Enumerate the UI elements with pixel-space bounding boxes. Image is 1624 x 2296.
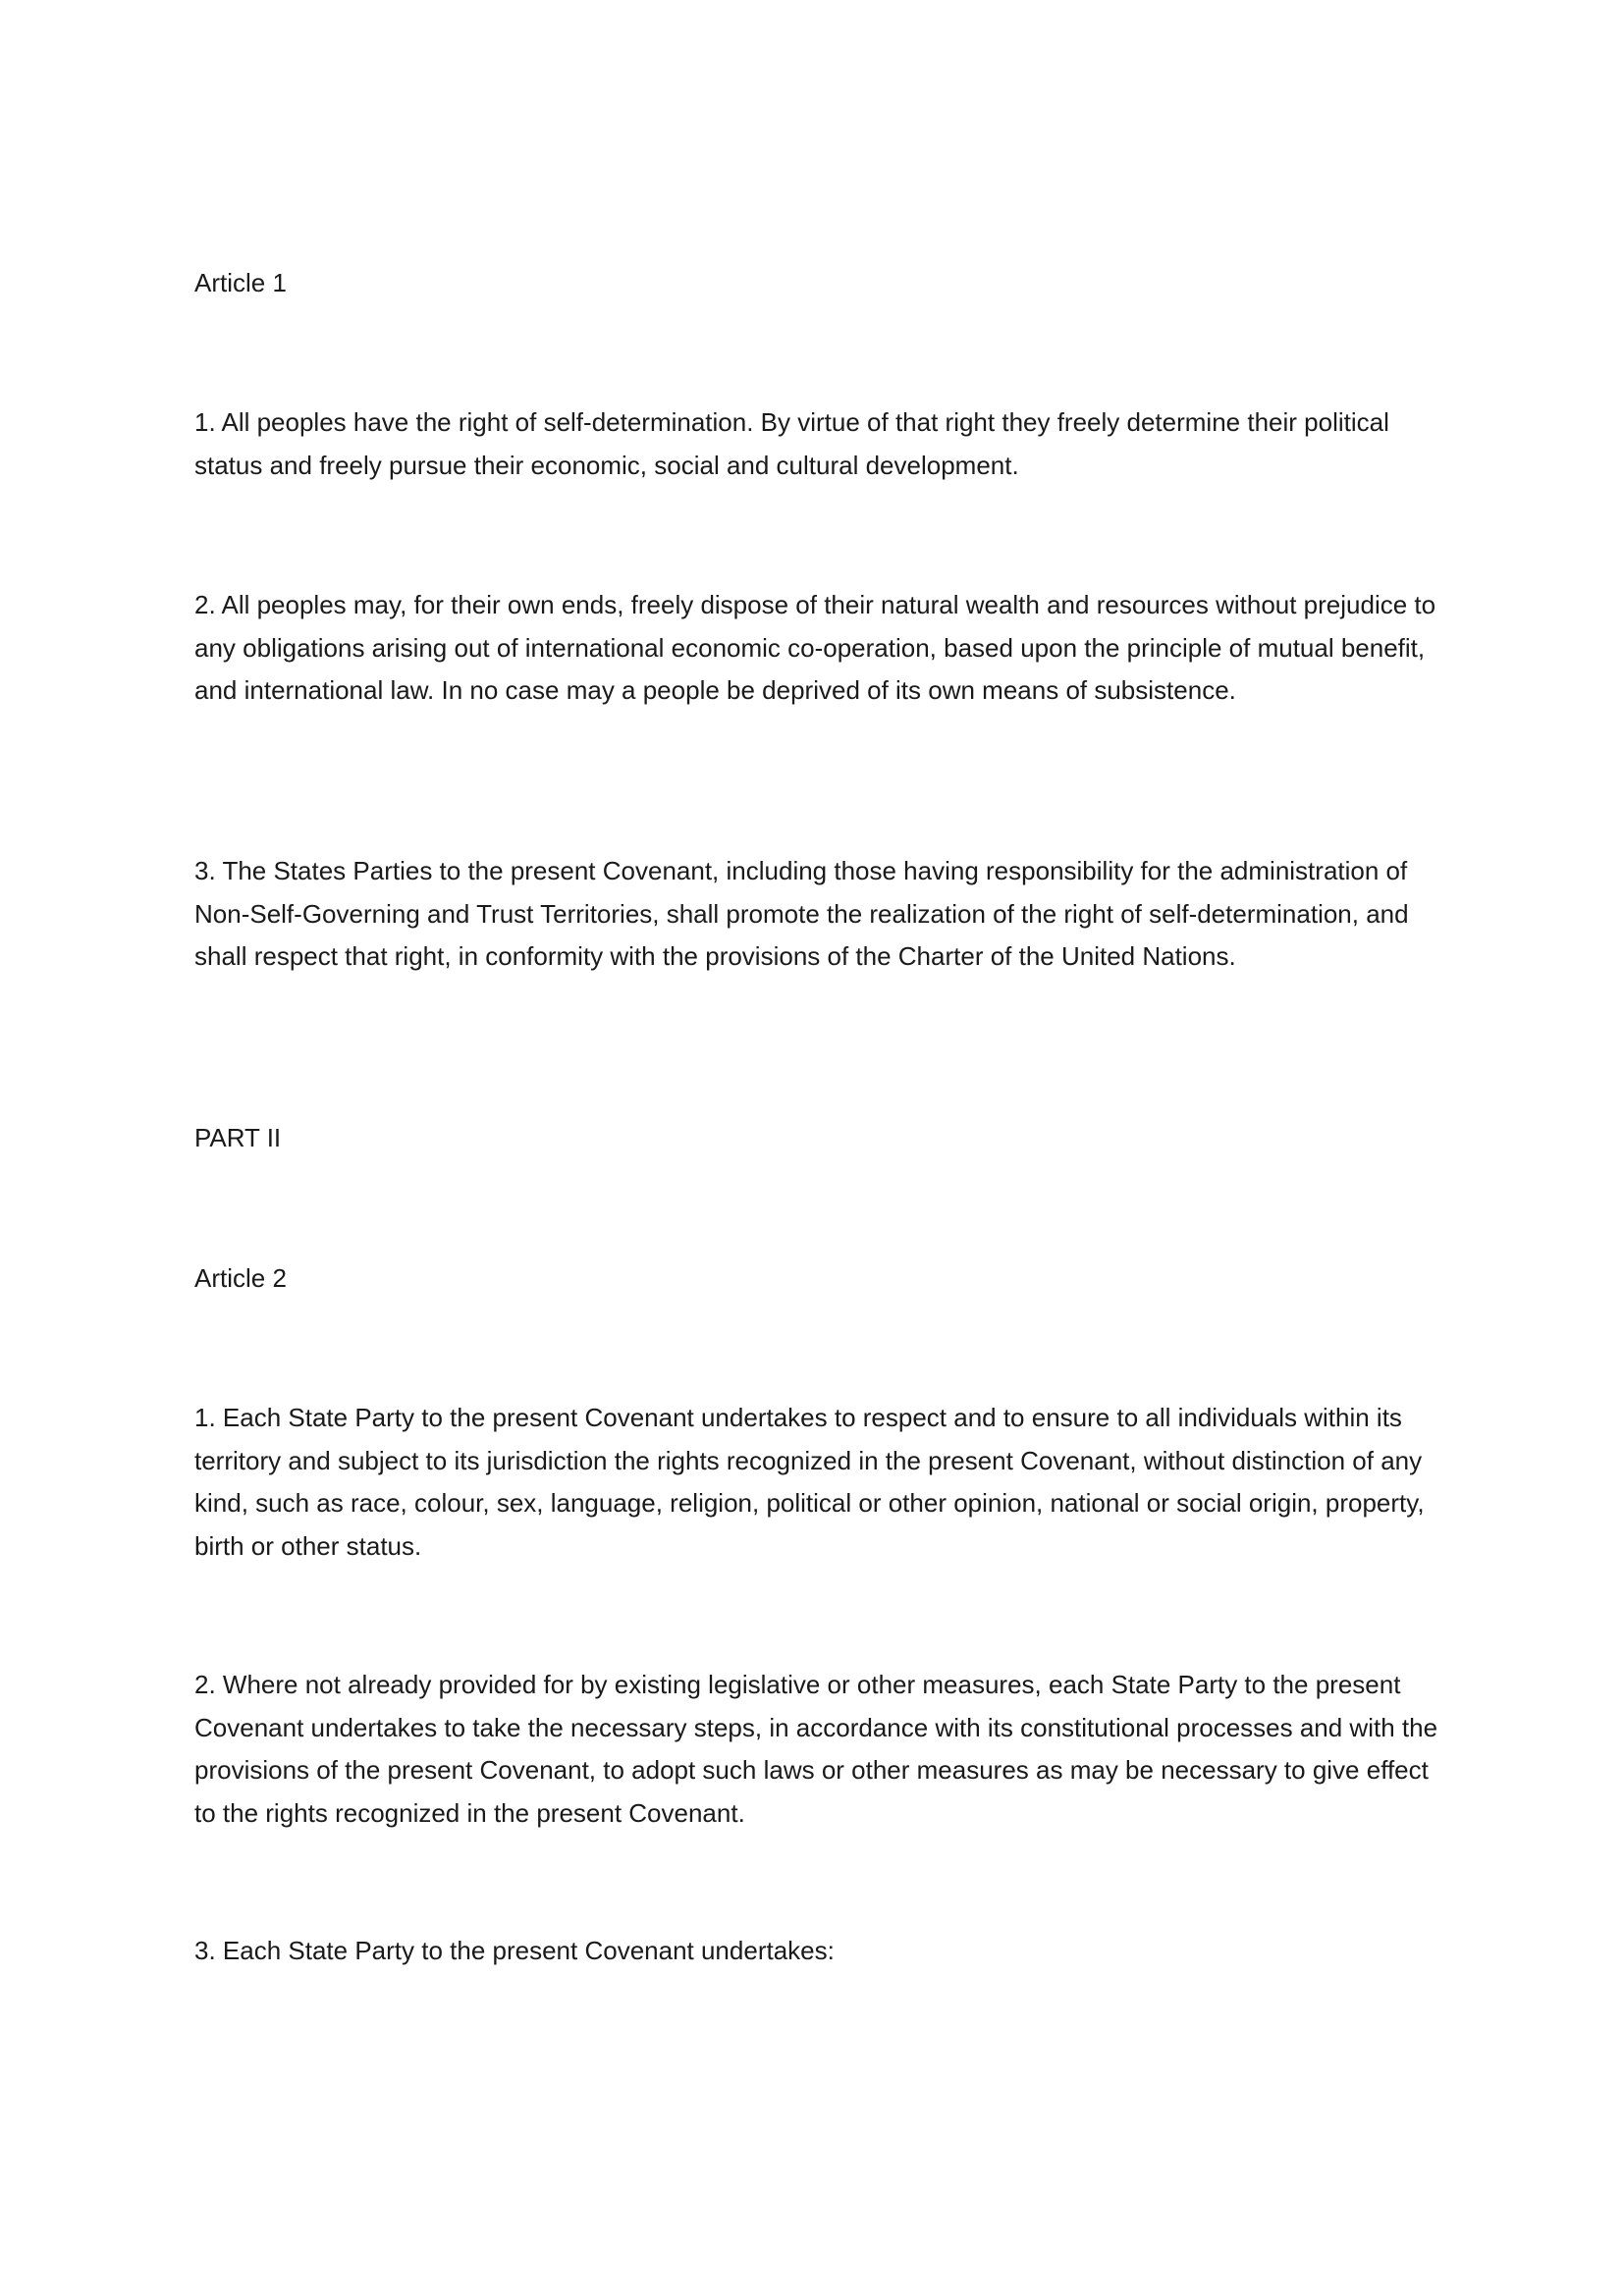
article-1-heading: Article 1 (194, 268, 287, 297)
article-2-paragraph-3: 3. Each State Party to the present Covenant undertakes: (194, 1936, 835, 1965)
article-1-paragraph-2: 2. All peoples may, for their own ends, freely dispose of their natural wealth and resources without prejudice to any obligations arising out of international economic co-operation, based upon the principle of mutual benefit, and international law. In no case may a people be deprived of its own means of subsistence. (194, 590, 1436, 705)
part-2-heading: PART II (194, 1123, 282, 1152)
article-2-paragraph-2: 2. Where not already provided for by existing legislative or other measures, each State Party to the present Covenant undertakes to take the necessary steps, in accordance with its constitutional processes and with the provisions of the present Covenant, to adopt such laws or other measures as may be necessary to give effect to the rights recognized in the present Covenant. (194, 1670, 1438, 1828)
article-2-heading: Article 2 (194, 1263, 287, 1293)
article-1-paragraph-1: 1. All peoples have the right of self-determination. By virtue of that right they freely determine their political status and freely pursue their economic, social and cultural development. (194, 407, 1389, 480)
article-2-paragraph-1: 1. Each State Party to the present Covenant undertakes to respect and to ensure to all individuals within its territory and subject to its jurisdiction the rights recognized in the present Covenant, without distinction of any kind, such as race, colour, sex, language, religion, political or other opinion, national or social origin, property, birth or other status. (194, 1403, 1425, 1561)
article-1-paragraph-3: 3. The States Parties to the present Covenant, including those having responsibility for the administration of Non-Self-Governing and Trust Territories, shall promote the realization of the right of self-determination, and shall respect that right, in conformity with the provisions of the Charter of the United Nations. (194, 856, 1409, 971)
